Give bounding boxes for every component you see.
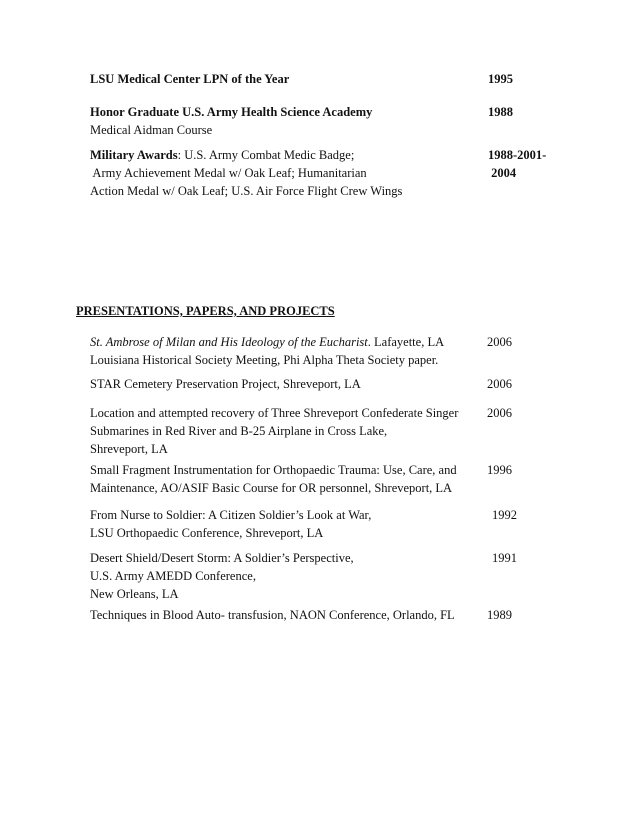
presentation-detail: U.S. Army AMEDD Conference, [90,569,256,583]
honor-detail: Medical Aidman Course [90,123,213,137]
section-heading: PRESENTATIONS, PAPERS, AND PROJECTS [76,304,335,318]
presentation-detail: Desert Shield/Desert Storm: A Soldier’s Perspective, [90,551,354,565]
presentation-detail: Submarines in Red River and B-25 Airplane in Cross Lake, [90,424,388,438]
presentation-line [90,333,610,351]
presentation-entry [90,606,610,624]
honor-year: 1988 [488,105,513,119]
presentation-detail: New Orleans, LA [90,587,179,601]
presentation-entry [90,506,610,542]
presentation-detail: Louisiana Historical Society Meeting, Phi Alpha Theta Society paper. [90,353,439,367]
honor-entry [90,70,610,88]
presentation-year: 1991 [492,551,517,565]
presentation-year: 2006 [487,377,512,391]
honor-entry [90,146,610,200]
presentation-title: St. Ambrose of Milan and His Ideology of the Eucharist [90,335,368,349]
honor-entry [90,103,610,139]
honor-label: Military Awards [90,148,178,162]
honor-title: LSU Medical Center LPN of the Year [90,72,290,86]
presentation-entry [90,333,610,369]
presentation-entry [90,375,610,393]
honor-year [488,146,546,182]
honor-detail: : U.S. Army Combat Medic Badge; [177,148,355,162]
honor-title: Honor Graduate U.S. Army Health Science Academy [90,105,373,119]
presentation-detail: Maintenance, AO/ASIF Basic Course for OR personnel, Shreveport, LA [90,481,453,495]
honor-year: 1995 [488,72,513,86]
presentation-year: 1989 [487,608,512,622]
honor-year-line: 1988-2001- [488,148,547,162]
presentation-detail: Small Fragment Instrumentation for Orthopaedic Trauma: Use, Care, and [90,463,457,477]
presentation-detail: From Nurse to Soldier: A Citizen Soldier’s Look at War, [90,508,372,522]
presentation-entry [90,461,610,497]
presentation-location: . Lafayette, LA [367,335,445,349]
presentation-detail: Shreveport, LA [90,442,168,456]
presentation-year: 1996 [487,463,512,477]
presentation-detail: Location and attempted recovery of Three Shreveport Confederate Singer [90,406,459,420]
presentation-detail: LSU Orthopaedic Conference, Shreveport, LA [90,526,324,540]
presentation-year: 2006 [487,335,512,349]
honor-year-line: 2004 [488,166,517,180]
presentation-year: 1992 [492,508,517,522]
honor-detail: Action Medal w/ Oak Leaf; U.S. Air Force Flight Crew Wings [90,184,403,198]
presentation-year: 2006 [487,406,512,420]
presentation-detail: STAR Cemetery Preservation Project, Shreveport, LA [90,377,361,391]
presentation-entry [90,404,610,458]
presentation-detail: Techniques in Blood Auto- transfusion, NAON Conference, Orlando, FL [90,608,455,622]
presentation-entry [90,549,610,603]
honor-detail: Army Achievement Medal w/ Oak Leaf; Humanitarian [90,166,367,180]
